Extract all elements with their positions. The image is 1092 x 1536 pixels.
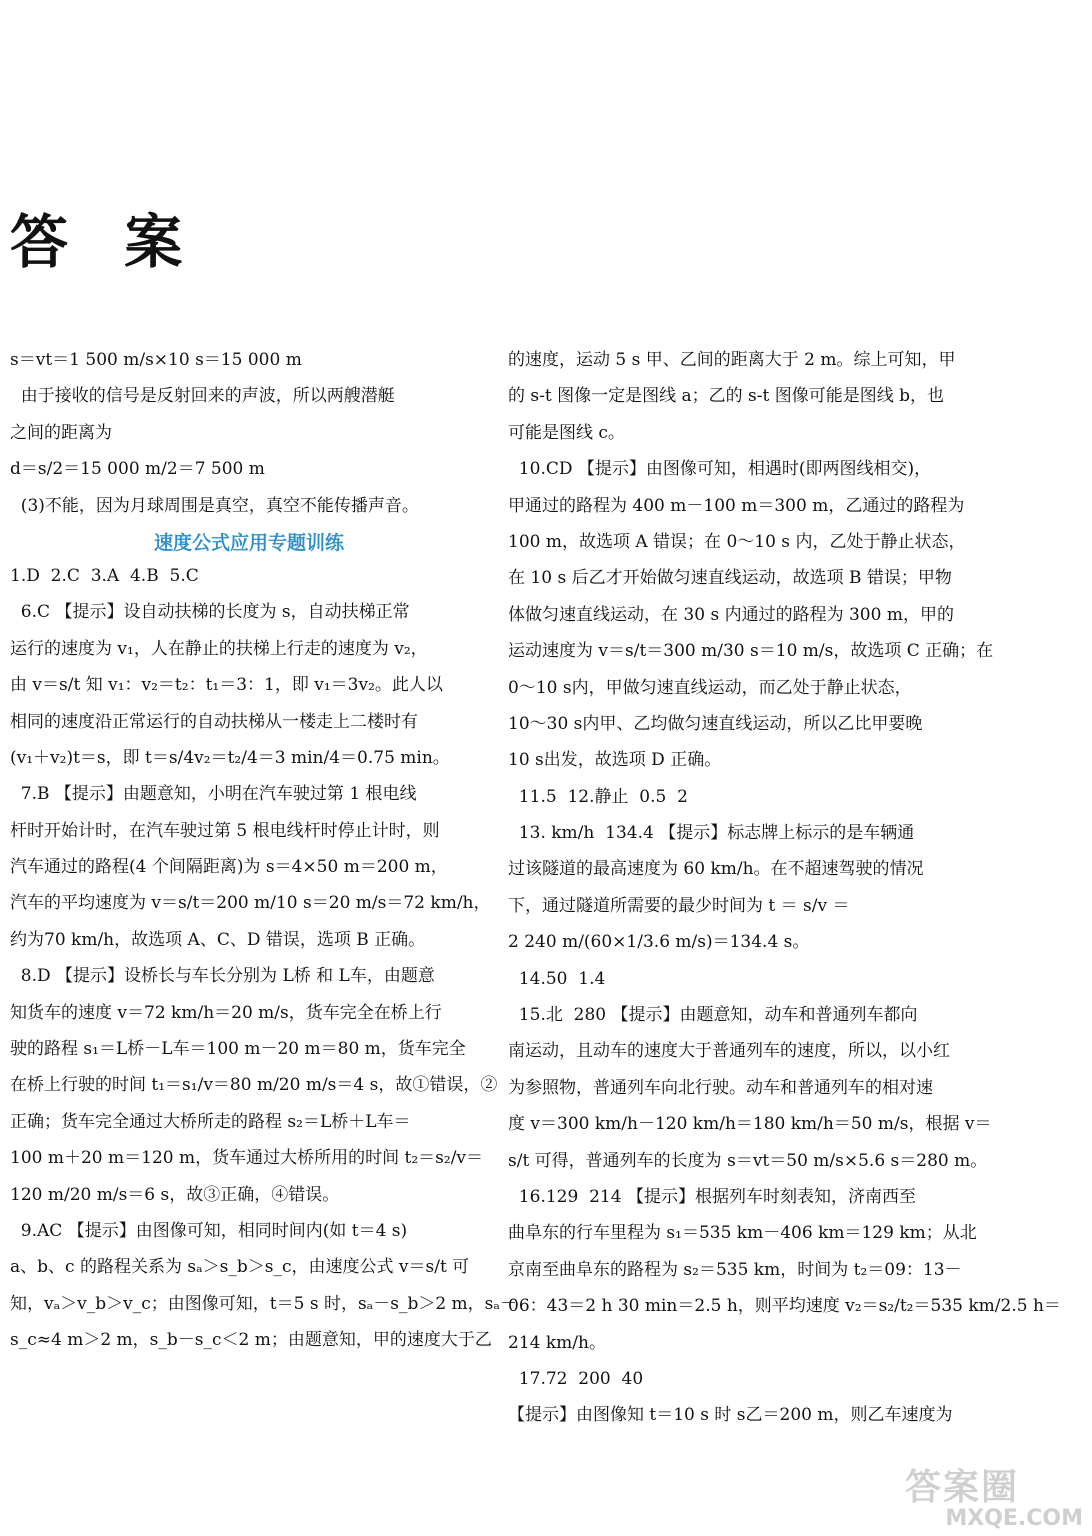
text-line: 13. km/h 134.4 【提示】标志牌上标示的是车辆通 [508,823,915,844]
text-line: 8.D 【提示】设桥长与车长分别为 L桥 和 L车，由题意 [10,966,435,987]
text-line: 16.129 214 【提示】根据列车时刻表知，济南西至 [508,1186,916,1207]
text-line: s/t 可得，普通列车的长度为 s＝vt＝50 m/s×5.6 s＝280 m。 [508,1150,988,1171]
page-title: 答 案 [10,208,201,276]
text-line: 的速度，运动 5 s 甲、乙间的距离大于 2 m。综上可知，甲 [508,350,956,370]
text-line: 100 m＋20 m＝120 m，货车通过大桥所用的时间 t₂＝s₂/v＝ [10,1148,484,1169]
text-line: 14.50 1.4 [508,968,606,989]
text-line: 运动速度为 v＝s/t＝300 m/30 s＝10 m/s，故选项 C 正确；在 [508,641,994,662]
text-line: 过该隧道的最高速度为 60 km/h。在不超速驾驶的情况 [508,859,924,880]
text-line: 下，通过隧道所需要的最少时间为 t ＝ s/v ＝ [508,895,850,916]
text-line: 知货车的速度 v＝72 km/h＝20 m/s，货车完全在桥上行 [10,1002,442,1023]
text-line: 为参照物，普通列车向北行驶。动车和普通列车的相对速 [508,1077,933,1098]
text-line: 17.72 200 40 [508,1368,644,1389]
text-line: 由于接收的信号是反射回来的声波，所以两艘潜艇 [10,386,395,407]
text-line: 京南至曲阜东的路程为 s₂＝535 km，时间为 t₂＝09：13－ [508,1259,962,1280]
text-line: 汽车的平均速度为 v＝s/t＝200 m/10 s＝20 m/s＝72 km/h， [10,893,491,914]
text-line: 06：43＝2 h 30 min＝2.5 h，则平均速度 v₂＝s₂/t₂＝535 km/2.5 h＝ [508,1296,1061,1317]
watermark-logo [905,1468,1087,1532]
text-line: d＝s/2＝15 000 m/2＝7 500 m [10,459,265,480]
text-line: s＝vt＝1 500 m/s×10 s＝15 000 m [10,350,302,370]
text-line: 度 v＝300 km/h－120 km/h＝180 km/h＝50 m/s，根据 v＝ [508,1114,992,1135]
text-line: 100 m，故选项 A 错误；在 0～10 s 内，乙处于静止状态， [508,531,966,552]
right-column [508,350,1061,1442]
text-line: 运行的速度为 v₁，人在静止的扶梯上行走的速度为 v₂， [10,638,428,659]
text-line: 10.CD 【提示】由图像可知，相遇时(即两图线相交)， [508,459,932,480]
text-line: 体做匀速直线运动，在 30 s 内通过的路程为 300 m，甲的 [508,604,954,625]
text-line: 在桥上行驶的时间 t₁＝s₁/v＝80 m/20 m/s＝4 s，故①错误，② [10,1075,498,1096]
text-line: 【提示】由图像知 t＝10 s 时 s乙＝200 m，则乙车速度为 [508,1405,953,1426]
text-line: 214 km/h。 [508,1332,606,1353]
text-line: 120 m/20 m/s＝6 s，故③正确，④错误。 [10,1184,340,1205]
text-line: 15.北 280 【提示】由题意知，动车和普通列车都向 [508,1005,918,1026]
text-line: 的 s-t 图像一定是图线 a；乙的 s-t 图像可能是图线 b，也 [508,386,945,407]
text-line: 之间的距离为 [10,422,112,443]
text-line: 2 240 m/(60×1/3.6 m/s)＝134.4 s。 [508,932,810,953]
text-line: 11.5 12.静止 0.5 2 [508,786,688,807]
text-line: 10～30 s内甲、乙均做匀速直线运动，所以乙比甲要晚 [508,713,923,734]
left-column [10,350,517,1367]
watermark-text: 答案圈 [905,1467,1020,1508]
text-line: 甲通过的路程为 400 m－100 m＝300 m，乙通过的路程为 [508,495,965,516]
text-line: 正确；货车完全通过大桥所走的路程 s₂＝L桥＋L车＝ [10,1111,411,1132]
text-line: 1.D 2.C 3.A 4.B 5.C [10,565,199,586]
text-line: 可能是图线 c。 [508,422,625,443]
text-line: 9.AC 【提示】由图像可知，相同时间内(如 t＝4 s) [10,1220,408,1241]
text-line: 0～10 s内，甲做匀速直线运动，而乙处于静止状态， [508,677,912,698]
text-line: 杆时开始计时，在汽车驶过第 5 根电线杆时停止计时，则 [10,820,440,841]
text-line: 南运动，且动车的速度大于普通列车的速度，所以，以小红 [508,1041,950,1062]
left-column-part2 [10,565,517,1351]
text-line: 在 10 s 后乙才开始做匀速直线运动，故选项 B 错误；甲物 [508,568,952,589]
text-line: (3)不能，因为月球周围是真空，真空不能传播声音。 [10,495,419,516]
text-line: (v₁＋v₂)t＝s，即 t＝s/4v₂＝t₂/4＝3 min/4＝0.75 min。 [10,747,450,768]
watermark-url: MXQE.COM [945,1506,1083,1531]
text-line: 驶的路程 s₁＝L桥－L车＝100 m－20 m＝80 m，货车完全 [10,1039,466,1060]
text-line: 约为70 km/h，故选项 A、C、D 错误，选项 B 正确。 [10,929,426,950]
text-line: s_c≈4 m＞2 m，s_b－s_c＜2 m；由题意知，甲的速度大于乙 [10,1330,492,1351]
text-line: 6.C 【提示】设自动扶梯的长度为 s，自动扶梯正常 [10,602,410,623]
left-column-part1 [10,350,488,516]
text-line: 7.B 【提示】由题意知，小明在汽车驶过第 1 根电线 [10,784,417,805]
text-line: 曲阜东的行车里程为 s₁＝535 km－406 km＝129 km；从北 [508,1223,977,1244]
text-line: 由 v＝s/t 知 v₁：v₂＝t₂：t₁＝3：1，即 v₁＝3v₂。此人以 [10,675,443,696]
text-line: 知，vₐ＞v_b＞v_c；由图像可知，t＝5 s 时，sₐ－s_b＞2 m，sₐ－ [10,1293,517,1314]
text-line: 10 s出发，故选项 D 正确。 [508,750,722,771]
section-title: 速度公式应用专题训练 [153,531,344,554]
right-column-lines [508,350,1061,1426]
text-line: 相同的速度沿正常运行的自动扶梯从一楼走上二楼时有 [10,711,418,732]
text-line: 汽车通过的路程(4 个间隔距离)为 s＝4×50 m＝200 m， [10,857,448,878]
text-line: a、b、c 的路程关系为 sₐ＞s_b＞s_c，由速度公式 v＝s/t 可 [10,1257,470,1278]
